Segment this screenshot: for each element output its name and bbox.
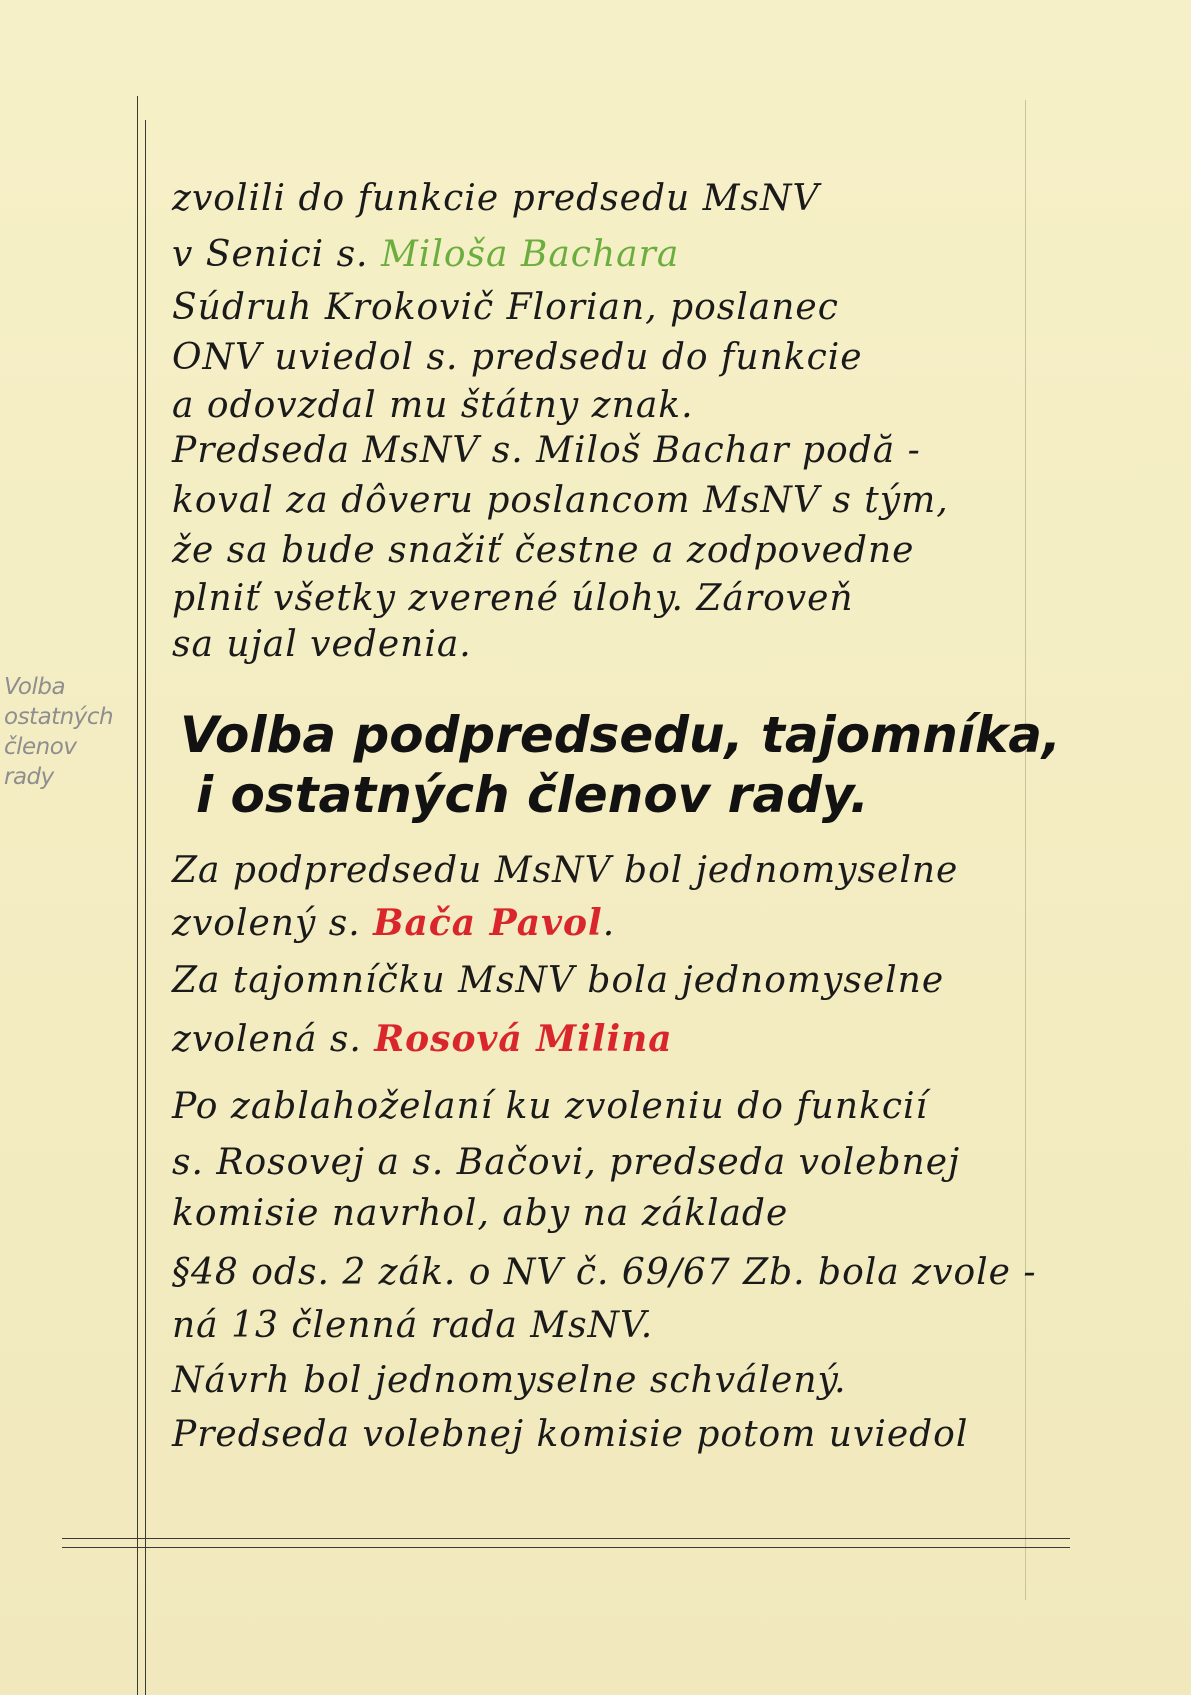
body-line-14	[172, 1018, 1032, 1060]
body-line-18	[172, 1252, 1037, 1293]
body-line-12-text: zvolený s.	[172, 903, 374, 944]
elected-vice-chair-name: Bača Pavol	[373, 902, 603, 944]
margin-note-line-1: Volba	[4, 674, 66, 700]
body-line-8	[172, 530, 1032, 571]
body-line-8-text: že sa bude snažiť čestne a zodpovedne	[172, 530, 915, 571]
body-line-5-text: a odovzdal mu štátny znak.	[172, 385, 694, 426]
body-line-2	[172, 234, 1032, 275]
body-line-20-text: Návrh bol jednomyselne schválený.	[172, 1360, 847, 1401]
body-line-1-text: zvolili do funkcie predsedu MsNV	[172, 178, 820, 219]
body-line-7	[172, 480, 1032, 521]
body-line-10	[172, 624, 1032, 665]
elected-chair-name: Miloša Bachara	[380, 234, 680, 275]
body-line-15	[172, 1086, 1032, 1127]
body-line-7-text: koval za dôveru poslancom MsNV s tým,	[172, 480, 949, 521]
body-line-15-text: Po zablahoželaní ku zvoleniu do funkcií	[172, 1086, 929, 1127]
body-line-4	[172, 337, 1032, 378]
body-line-12	[172, 902, 1032, 944]
margin-note-line-3: členov rady	[4, 734, 77, 790]
body-line-19-text: ná 13 členná rada MsNV.	[172, 1305, 654, 1346]
body-line-9	[172, 578, 1032, 619]
body-line-17-text: komisie navrhol, aby na základe	[172, 1193, 789, 1234]
body-line-13-text: Za tajomníčku MsNV bola jednomyselne	[172, 960, 945, 1001]
bottom-rule-upper	[62, 1538, 1070, 1539]
body-line-11	[172, 850, 1032, 891]
margin-note	[4, 672, 132, 792]
left-margin-rule-outer	[137, 96, 138, 1695]
elected-secretary-name: Rosová Milina	[374, 1018, 673, 1060]
body-line-18-text: §48 ods. 2 zák. o NV č. 69/67 Zb. bola zvole -	[172, 1252, 1037, 1293]
body-line-3	[172, 287, 1032, 328]
section-heading-line-2: i ostatných členov rady.	[196, 766, 869, 824]
left-margin-rule-inner	[145, 120, 146, 1695]
section-heading-line-1: Volba podpredsedu, tajomníka,	[180, 706, 1061, 764]
body-line-11-text: Za podpredsedu MsNV bol jednomyselne	[172, 850, 959, 891]
margin-note-line-2: ostatných	[4, 704, 114, 730]
body-line-10-text: sa ujal vedenia.	[172, 624, 472, 665]
body-line-3-text: Súdruh Krokovič Florian, poslanec	[172, 287, 839, 328]
body-line-16-text: s. Rosovej a s. Bačovi, predseda volebnej	[172, 1142, 961, 1183]
body-line-17	[172, 1193, 1032, 1234]
body-line-14-text: zvolená s.	[172, 1019, 375, 1060]
bottom-rule-lower	[62, 1547, 1070, 1548]
body-line-20	[172, 1360, 1032, 1401]
body-line-4-text: ONV uviedol s. predsedu do funkcie	[172, 337, 863, 378]
body-line-12-end: .	[602, 903, 616, 944]
body-line-21-text: Predseda volebnej komisie potom uviedol	[172, 1414, 969, 1455]
body-line-6	[172, 430, 1032, 471]
body-line-1	[172, 178, 1032, 219]
body-line-13	[172, 960, 1032, 1001]
body-line-9-text: plniť všetky zverené úlohy. Zároveň	[172, 578, 854, 619]
body-line-6-text: Predseda MsNV s. Miloš Bachar podă -	[172, 430, 921, 471]
body-line-19	[172, 1305, 1032, 1346]
body-line-2-text: v Senici s.	[172, 234, 381, 275]
body-line-21	[172, 1414, 1032, 1455]
body-line-5	[172, 385, 1032, 426]
body-line-16	[172, 1142, 1032, 1183]
